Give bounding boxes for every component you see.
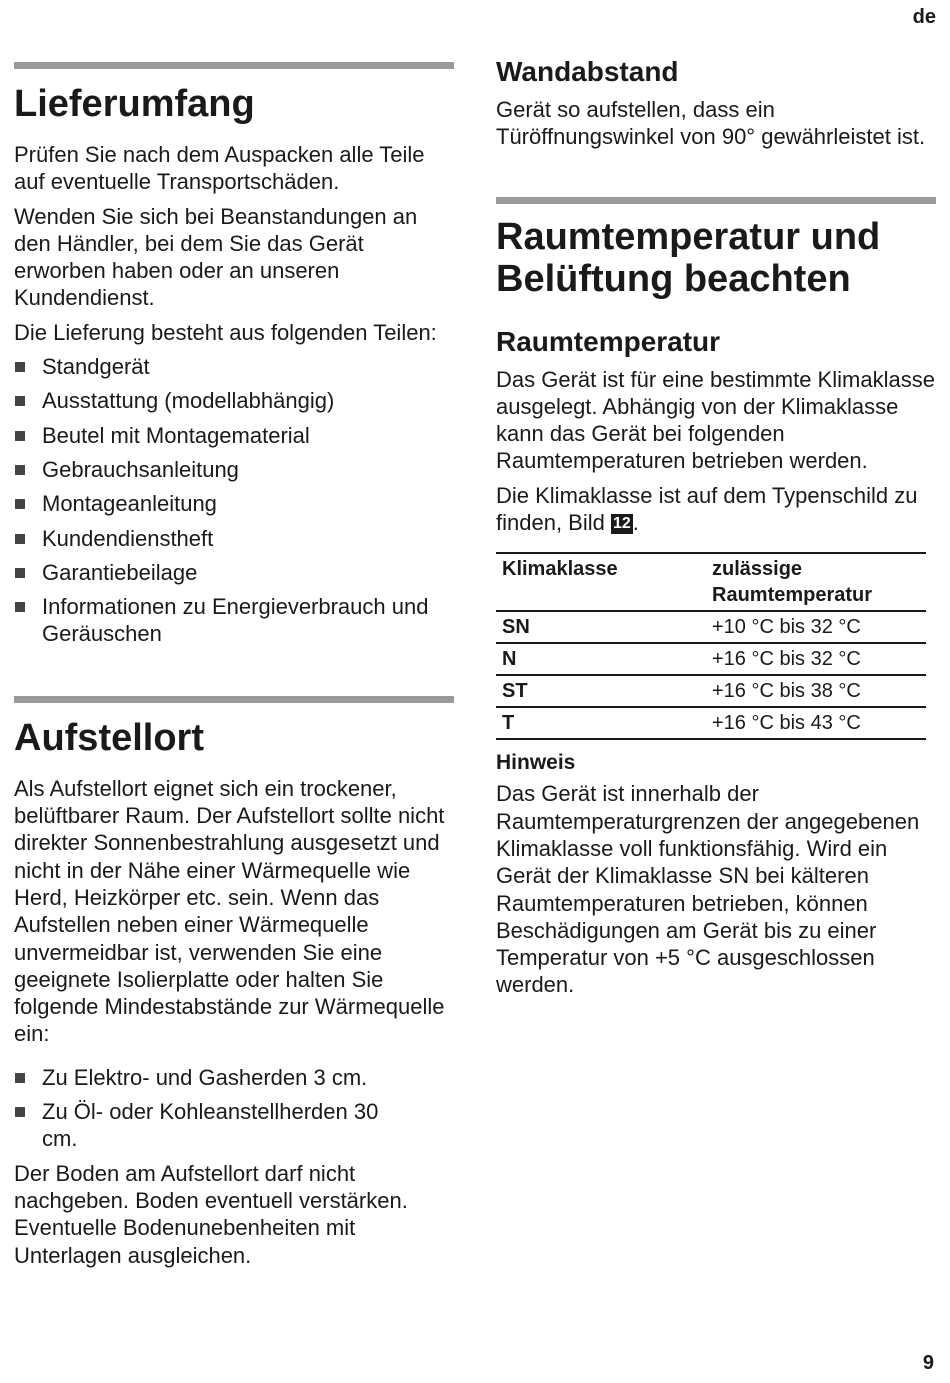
heading-raumtemperatur-belueftung: Raumtemperatur und Belüftung beachten (496, 215, 881, 300)
subheading-raumtemperatur: Raumtemperatur (496, 325, 721, 357)
list-item: Zu Elektro- und Gasherden 3 cm. (14, 1064, 454, 1091)
heading-aufstellort: Aufstellort (14, 716, 204, 759)
square-bullet-icon (15, 1073, 25, 1083)
list-item: Zu Öl- oder Kohleanstellherden 30 cm. (14, 1098, 454, 1153)
language-code: de (912, 6, 936, 28)
heading-wandabstand: Wandabstand (496, 56, 679, 87)
distance-list (14, 1064, 454, 1153)
table-row (496, 611, 926, 643)
square-bullet-icon (15, 568, 25, 578)
list-item: Standgerät (14, 353, 454, 380)
table-cell: +10 °C bis 32 °C (706, 611, 926, 643)
square-bullet-icon (15, 534, 25, 544)
square-bullet-icon (15, 1107, 25, 1117)
table-header-row (496, 553, 926, 611)
table-header-cell: Klimaklasse (496, 553, 706, 611)
table-cell: SN (496, 611, 706, 643)
list-item: Garantiebeilage (14, 559, 454, 586)
list-item: Kundendienstheft (14, 525, 454, 552)
paragraph: Gerät so aufstellen, dass ein Türöffnungswinkel von 90° gewährleistet ist. (496, 97, 926, 150)
table-cell: T (496, 707, 706, 739)
square-bullet-icon (15, 431, 25, 441)
section-divider (14, 696, 454, 703)
left-column (14, 62, 454, 1276)
heading-lieferumfang: Lieferumfang (14, 83, 255, 125)
table-cell: +16 °C bis 43 °C (706, 707, 926, 739)
square-bullet-icon (15, 396, 25, 406)
square-bullet-icon (15, 465, 25, 475)
paragraph: Die Lieferung besteht aus folgenden Teilen: (14, 319, 437, 345)
table-cell: ST (496, 675, 706, 707)
table-row (496, 643, 926, 675)
page-number: 9 (922, 1352, 934, 1374)
paragraph: Prüfen Sie nach dem Auspacken alle Teile auf eventuelle Transportschäden. (14, 142, 425, 195)
paragraph: Die Klimaklasse ist auf dem Typenschild zu finden, Bild 12. (496, 482, 918, 536)
square-bullet-icon (15, 362, 25, 372)
list-item: Beutel mit Montagematerial (14, 422, 454, 449)
list-item: Montageanleitung (14, 490, 454, 517)
square-bullet-icon (15, 602, 25, 612)
list-item: Ausstattung (modellabhängig) (14, 387, 454, 414)
table-cell: N (496, 643, 706, 675)
table-row (496, 707, 926, 739)
note-text: Das Gerät ist innerhalb der Raumtemperaturgrenzen der angegebenen Klimaklasse voll funktionsfähig. Wird ein Gerät der Klimaklasse SN bei kälteren Raumtemperaturen betrieben, können Beschädigungen am Gerät bis zu einer Temperatur von +5 °C ausgeschlossen werden. (496, 781, 920, 998)
paragraph: Wenden Sie sich bei Beanstandungen an den Händler, bei dem Sie das Gerät erworben haben oder an unseren Kundendienst. (14, 203, 418, 311)
climate-class-table (496, 552, 926, 740)
paragraph: Als Aufstellort eignet sich ein trockener, belüftbarer Raum. Der Aufstellort sollte nicht direkter Sonnenbestrahlung ausgesetzt und nicht in der Nähe einer Wärmequelle wie Herd, Heizkörper etc. sein. Wenn das Aufstellen neben einer Wärmequelle unvermeidbar ist, verwenden Sie eine geeignete Isolierplatte oder halten Sie folgende Mindestabstände zur Wärmequelle ein: (14, 775, 445, 1047)
table-cell: +16 °C bis 32 °C (706, 643, 926, 675)
delivery-items-list (14, 353, 454, 648)
paragraph: Das Gerät ist für eine bestimmte Klimaklasse ausgelegt. Abhängig von der Klimaklasse kann das Gerät bei folgenden Raumtemperaturen betrieben werden. (496, 366, 935, 474)
right-column (496, 56, 936, 1006)
table-header-cell: zulässige Raumtemperatur (706, 553, 926, 611)
list-item: Gebrauchsanleitung (14, 456, 454, 483)
square-bullet-icon (15, 499, 25, 509)
section-divider (14, 62, 454, 69)
figure-reference: 12 (612, 515, 631, 533)
table-cell: +16 °C bis 38 °C (706, 675, 926, 707)
note-heading: Hinweis (496, 751, 576, 775)
section-divider (496, 197, 936, 204)
table-row (496, 675, 926, 707)
list-item: Informationen zu Energieverbrauch und Geräuschen (14, 593, 454, 648)
paragraph: Der Boden am Aufstellort darf nicht nachgeben. Boden eventuell verstärken. Eventuelle Bodenunebenheiten mit Unterlagen ausgleichen. (14, 1160, 408, 1268)
